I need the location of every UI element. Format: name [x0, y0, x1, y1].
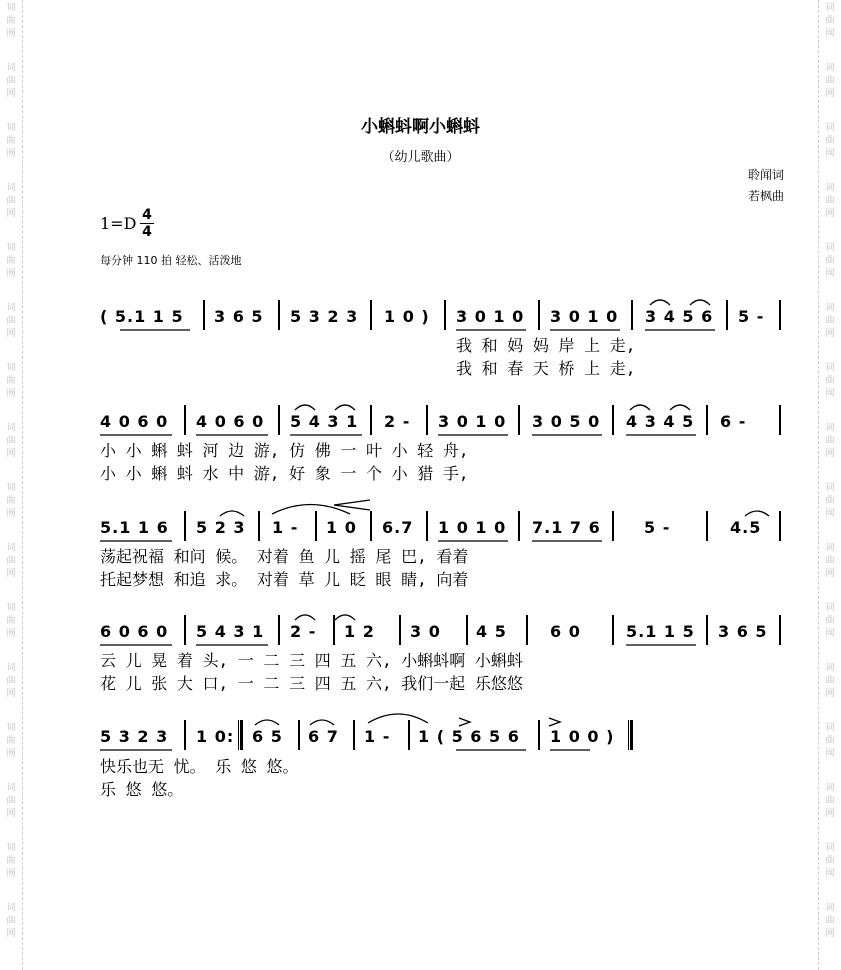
watermark-text: 词 曲 网 — [825, 903, 835, 939]
time-signature-bottom: 4 — [142, 224, 152, 240]
watermark-text: 词 曲 网 — [825, 603, 835, 639]
watermark-text: 词 曲 网 — [825, 723, 835, 759]
watermark-text: 词 曲 网 — [825, 3, 835, 39]
crescendo — [334, 500, 370, 510]
slur — [310, 720, 334, 725]
measure: 4 5 — [476, 622, 507, 641]
watermark-text: 词 曲 网 — [6, 123, 16, 159]
watermark-text: 词 曲 网 — [825, 663, 835, 699]
accent-mark — [459, 718, 470, 726]
measure: 1 0 0 ) — [550, 727, 615, 746]
barline — [426, 511, 428, 541]
measure: 6 0 6 0 — [100, 622, 169, 641]
measure: 6 5 — [252, 727, 283, 746]
measure: 4.5 — [730, 518, 762, 537]
measure: 5 2 3 — [196, 518, 246, 537]
measure: 3 0 1 0 — [550, 307, 619, 326]
barline — [184, 615, 186, 645]
watermark-text: 词 曲 网 — [6, 483, 16, 519]
measure: 5 4 3 1 — [290, 412, 359, 431]
measure: 5 - — [738, 307, 765, 326]
barline — [538, 300, 540, 330]
barline — [258, 511, 260, 541]
barline — [779, 405, 781, 435]
barline — [779, 300, 781, 330]
barline — [612, 615, 614, 645]
barline — [779, 615, 781, 645]
song-title: 小蝌蚪啊小蝌蚪 — [361, 117, 480, 137]
watermark-text: 词 曲 网 — [6, 423, 16, 459]
barline — [526, 615, 528, 645]
measure: 5 - — [644, 518, 671, 537]
slur — [220, 511, 244, 516]
lyric-verse-2: 花 儿 张 大 口, 一 二 三 四 五 六, 我们一起 乐悠悠 — [100, 674, 523, 693]
slur — [295, 405, 315, 410]
barline — [184, 405, 186, 435]
measure: 5.1 1 5 — [626, 622, 695, 641]
composer-credit: 若枫曲 — [748, 189, 785, 203]
slur — [670, 405, 690, 410]
barline — [538, 720, 540, 750]
barline — [612, 405, 614, 435]
time-signature-top: 4 — [140, 207, 154, 224]
watermark-text: 词 曲 网 — [825, 783, 835, 819]
watermark-text: 词 曲 网 — [6, 543, 16, 579]
barline — [399, 615, 401, 645]
measure: 6.7 — [382, 518, 414, 537]
lyric-verse-1: 云 儿 晃 着 头, 一 二 三 四 五 六, 小蝌蚪啊 小蝌蚪 — [100, 651, 523, 670]
slur — [335, 615, 355, 620]
slur — [335, 405, 355, 410]
measure: 5.1 1 6 — [100, 518, 169, 537]
watermark-text: 词 曲 网 — [825, 843, 835, 879]
measure: 1 0 ) — [384, 307, 430, 326]
barline — [315, 511, 317, 541]
watermark-text: 词 曲 网 — [6, 663, 16, 699]
lyricist-credit: 聆闻词 — [748, 168, 785, 182]
slur — [368, 714, 428, 723]
measure: 5 4 3 1 — [196, 622, 265, 641]
slur — [255, 720, 279, 725]
slur — [295, 615, 315, 620]
barline — [333, 615, 335, 645]
barline — [706, 511, 708, 541]
watermark-text: 词 曲 网 — [6, 243, 16, 279]
barline — [370, 511, 372, 541]
measure: 1 0 1 0 — [438, 518, 507, 537]
lyric-verse-1: 荡起祝福 和问 候。 对着 鱼 儿 摇 尾 巴, 看着 — [100, 547, 469, 566]
measure: 3 0 1 0 — [456, 307, 525, 326]
watermark-text: 词 曲 网 — [825, 243, 835, 279]
measure: 6 7 — [308, 727, 339, 746]
slur — [690, 300, 710, 305]
barline — [466, 615, 468, 645]
barline — [779, 511, 781, 541]
barline — [426, 405, 428, 435]
watermark-text: 词 曲 网 — [6, 603, 16, 639]
barline — [278, 615, 280, 645]
measure: 4 0 6 0 — [100, 412, 169, 431]
barline — [298, 720, 300, 750]
measure: 4 3 4 5 — [626, 412, 695, 431]
watermark-text: 词 曲 网 — [825, 303, 835, 339]
measure: 3 0 5 0 — [532, 412, 601, 431]
measure: ( 5.1 1 5 — [100, 307, 184, 326]
measure: 2 - — [384, 412, 411, 431]
barline — [706, 615, 708, 645]
watermark-text: 词 曲 网 — [6, 183, 16, 219]
song-subtitle: （幼儿歌曲） — [381, 150, 460, 165]
barline — [370, 405, 372, 435]
lyric-verse-2: 我 和 春 天 桥 上 走, — [456, 359, 636, 378]
watermark-text: 词 曲 网 — [6, 843, 16, 879]
watermark-text: 词 曲 网 — [825, 123, 835, 159]
barline — [631, 300, 633, 330]
repeat-barline — [238, 720, 243, 750]
measure: 5 3 2 3 — [290, 307, 359, 326]
barline — [278, 405, 280, 435]
watermark-text: 词 曲 网 — [6, 303, 16, 339]
measure: 3 6 5 — [214, 307, 264, 326]
barline — [726, 300, 728, 330]
watermark-text: 词 曲 网 — [6, 3, 16, 39]
measure: 2 - — [290, 622, 317, 641]
watermark-text: 词 曲 网 — [825, 483, 835, 519]
barline — [184, 720, 186, 750]
barline — [278, 300, 280, 330]
barline — [353, 720, 355, 750]
lyric-verse-2: 乐 悠 悠。 — [100, 780, 184, 799]
measure: 3 4 5 6 — [645, 307, 714, 326]
measure: 1 0 — [326, 518, 357, 537]
watermark-text: 词 曲 网 — [6, 783, 16, 819]
measure: 1 ( 5 6 5 6 — [418, 727, 520, 746]
watermark-text: 词 曲 网 — [825, 63, 835, 99]
barline — [203, 300, 205, 330]
barline — [184, 511, 186, 541]
measure: 1 2 — [344, 622, 375, 641]
slur — [272, 505, 350, 515]
slur — [745, 511, 769, 516]
lyric-verse-2: 小 小 蝌 蚪 水 中 游, 好 象 一 个 小 猎 手, — [100, 464, 469, 483]
watermark-text: 词 曲 网 — [825, 543, 835, 579]
barline — [706, 405, 708, 435]
measure: 6 0 — [550, 622, 581, 641]
measure: 3 0 1 0 — [438, 412, 507, 431]
slur — [650, 300, 670, 305]
measure: 1 - — [364, 727, 391, 746]
lyric-verse-1: 小 小 蝌 蚪 河 边 游, 仿 佛 一 叶 小 轻 舟, — [100, 441, 469, 460]
final-barline — [628, 720, 633, 750]
measure: 1 0: — [196, 727, 235, 746]
lyric-verse-1: 我 和 妈 妈 岸 上 走, — [456, 336, 636, 355]
watermark-text: 词 曲 网 — [6, 723, 16, 759]
measure: 1 - — [272, 518, 299, 537]
watermark-text: 词 曲 网 — [825, 363, 835, 399]
barline — [518, 405, 520, 435]
measure: 5 3 2 3 — [100, 727, 169, 746]
tempo-marking: 每分钟 110 拍 轻松、活泼地 — [100, 254, 242, 267]
measure: 3 0 — [410, 622, 441, 641]
watermark-text: 词 曲 网 — [825, 183, 835, 219]
barline — [612, 511, 614, 541]
time-signature — [140, 207, 154, 240]
watermark-text: 词 曲 网 — [6, 63, 16, 99]
slur — [630, 405, 650, 410]
key-signature: 1=D — [100, 214, 137, 233]
measure: 3 6 5 — [718, 622, 768, 641]
accent-mark — [549, 718, 560, 726]
barline — [408, 720, 410, 750]
lyric-verse-1: 快乐也无 忧。 乐 悠 悠。 — [100, 757, 299, 776]
lyric-verse-2: 托起梦想 和追 求。 对着 草 儿 眨 眼 睛, 向着 — [100, 570, 469, 589]
barline — [370, 300, 372, 330]
watermark-text: 词 曲 网 — [6, 363, 16, 399]
barline — [518, 511, 520, 541]
measure: 7.1 7 6 — [532, 518, 601, 537]
measure: 4 0 6 0 — [196, 412, 265, 431]
watermark-text: 词 曲 网 — [825, 423, 835, 459]
measure: 6 - — [720, 412, 747, 431]
barline — [444, 300, 446, 330]
watermark-text: 词 曲 网 — [6, 903, 16, 939]
